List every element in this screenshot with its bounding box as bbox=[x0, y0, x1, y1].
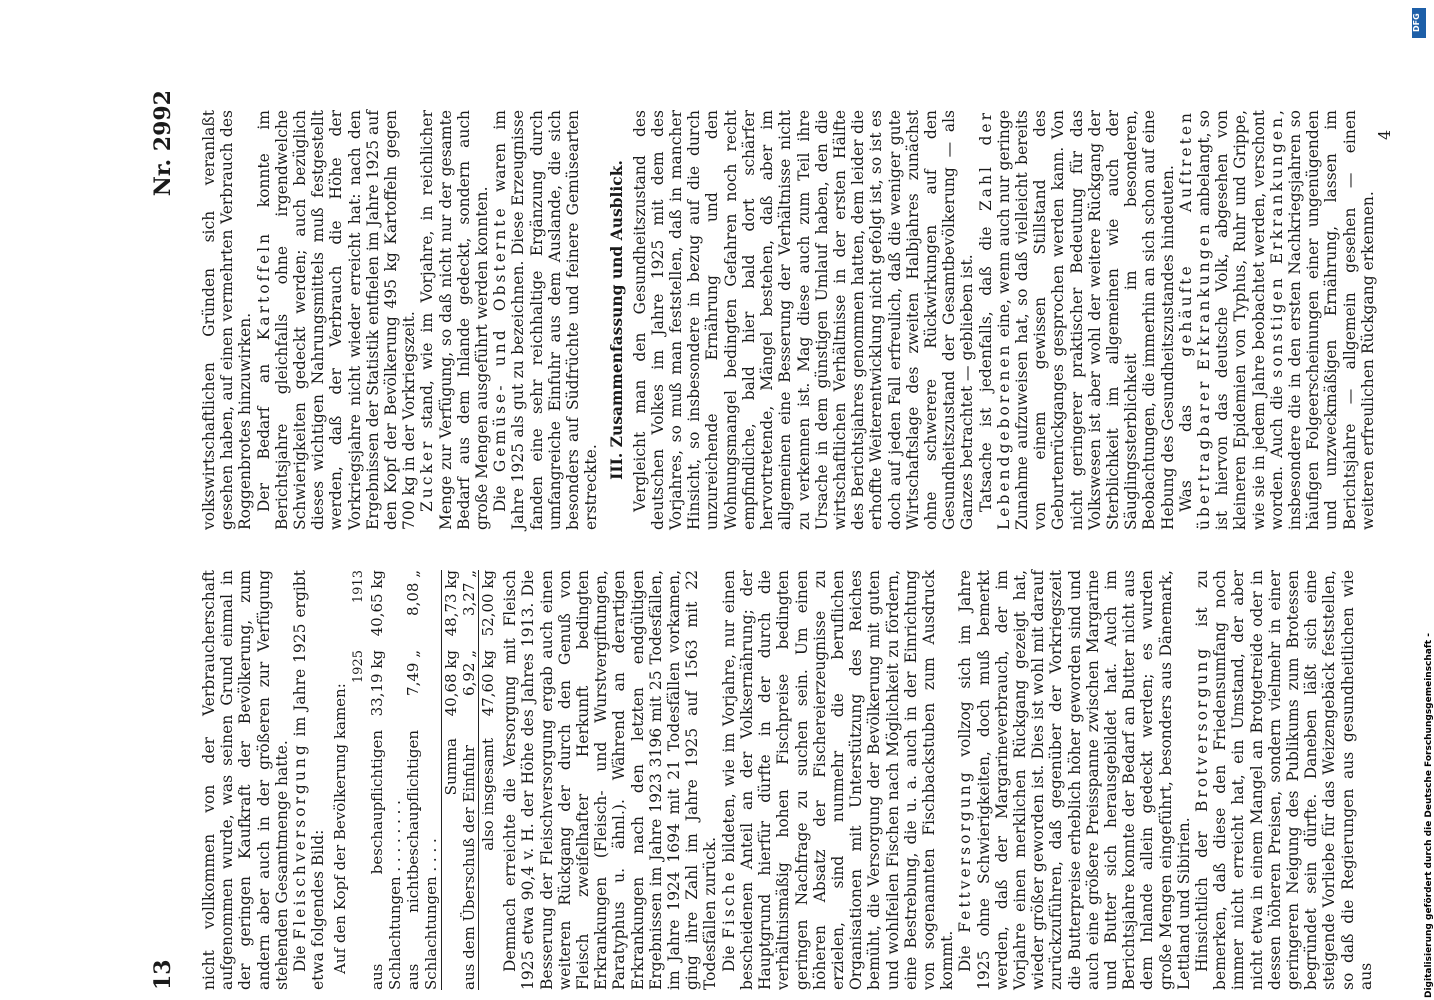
paragraph: nicht vollkommen von der Verbraucherschaft aufgenommen wurde, was seinen Grund einmal in der geringen Kaufkraft der Bevölkerung, zum andern aber auch in der größeren zur Verfügung stehenden Gesamtmenge hatte. bbox=[200, 570, 291, 990]
paragraph: Die Fische bildeten, wie im Vorjahre, nur einen bescheidenen Anteil an der Volksernährung; der Hauptgrund hierfür dürfte in der durch die verhältnismäßig hohen Fischpreise bedingten geringen Nachfrage zu suchen sein. Um einen höheren Absatz der Fischereierzeugnisse zu erzielen, sind nunmehr die beruflichen Organisationen mit Unterstützung des Reiches bemüht, die Versorgung der Bevölkerung mit guten und wohlfeilen Fischen nach Möglichkeit zu fördern, eine Bestrebung, die u. a. auch in der Einrichtung von sogenannten Fischbackstuben zum Ausdruck kommt. bbox=[719, 570, 957, 990]
table-row: aus nichtbeschaupflichtigen Schlachtungen . . . . 7,49 „ 8,08 „ bbox=[404, 570, 441, 990]
meat-supply-table bbox=[331, 570, 497, 990]
paragraph: Was das gehäufte Auftreten übertragbarer Erkrankungen anbelangt, so ist hiervon das deutsche Volk, abgesehen von kleineren Epidemien von Typhus, Ruhr und Grippe, wie sie in jedem Jahre beobachtet werden, verschont worden. Auch die sonstigen Erkrankungen, insbesondere die in den ersten Nachkriegsjahren so häufigen Folgeerscheinungen einer ungenügenden und unzweckmäßigen Ernährung, lassen im Berichtsjahre — allgemein gesehen — einen weiteren erfreulichen Rückgang erkennen. bbox=[1176, 110, 1377, 530]
paragraph: Die Gemüse- und Obsternte waren im Jahre 1925 als gut zu bezeichnen. Diese Erzeugnisse fanden eine sehr reichhaltige Ergänzung durch umfangreiche Einfuhr aus dem Auslande, die sich besonders auf Südfrüchte und feinere Gemüsearten erstreckte. bbox=[491, 110, 601, 530]
credit-text: Digitalisierung gefördert durch die Deutsche Forschungsgemeinschaft - bbox=[1424, 633, 1434, 998]
issue-number: Nr. 2992 bbox=[150, 90, 176, 197]
paragraph: volkswirtschaftlichen Gründen sich veranlaßt gesehen haben, auf einen vermehrten Verbrauch des Roggenbrotes hinzuwirken. bbox=[200, 110, 255, 530]
digitization-credit bbox=[1406, 8, 1434, 998]
paragraph: Der Bedarf an Kartoffeln konnte im Berichtsjahre gleichfalls ohne irgendwelche Schwierigkeiten gedeckt werden; auch bezüglich dieses wichtigen Nahrungsmittels muß festgestellt werden, daß der Verbrauch die Höhe der Vorkriegsjahre nicht wieder erreicht hat: nach den Ergebnissen der Statistik entfielen im Jahre 1925 auf den Kopf der Bevölkerung 495 kg Kartoffeln gegen 700 kg in der Vorkriegszeit. bbox=[254, 109, 419, 530]
left-column bbox=[200, 570, 1375, 990]
paragraph: Demnach erreichte die Versorgung mit Fleisch 1925 etwa 90,4 v. H. der Höhe des Jahres 1913. Die Besserung der Fleischversorgung ergab auch einen weiteren Rückgang der durch den Genuß von Fleisch zweifelhafter Herkunft bedingten Erkrankungen (Fleisch- und Wurstvergiftungen, Paratyphus u. ähnl.). Während an derartigen Erkrankungen nach den letzten endgültigen Ergebnissen im Jahre 1923 3196 mit 25 Todesfällen, im Jahre 1924 1694 mit 21 Todesfällen vorkamen, ging ihre Zahl im Jahre 1925 auf 1563 mit 22 Todesfällen zurück. bbox=[501, 570, 720, 990]
table-row: aus beschaupflichtigen Schlachtungen . . . . . . . . 33,19 kg 40,65 kg bbox=[367, 570, 405, 990]
document-page bbox=[150, 90, 1410, 990]
page-header bbox=[150, 90, 190, 990]
table-sum-row: Summa 40,68 kg 48,73 kg bbox=[441, 570, 460, 990]
section-heading: III. Zusammenfassung und Ausblick. bbox=[607, 160, 627, 480]
footer-number: 4 bbox=[1375, 129, 1394, 140]
table-total-row: also insgesamt 47,60 kg 52,00 kg bbox=[478, 570, 497, 990]
paragraph: Die Fettversorgung vollzog sich im Jahre 1925 ohne Schwierigkeiten, doch muß bemerkt werden, daß der Margarineverbrauch, der im Vorjahre einen merklichen Rückgang gezeigt hat, wieder größer geworden ist. Dies ist wohl mit darauf zurückzuführen, daß gegenüber der Vorkriegszeit die Butterpreise erheblich höher geworden sind und auch eine größere Preisspanne zwischen Margarine und Butter sich herausgebildet hat. Auch im Berichtsjahre konnte der Bedarf an Butter nicht aus dem Inlande allein gedeckt werden; es wurden große Mengen eingeführt, besonders aus Dänemark, Lettland und Sibirien. bbox=[956, 570, 1193, 990]
table-row: aus dem Überschuß der Einfuhr 6,92 „ 3,27 „ bbox=[459, 570, 478, 990]
right-column bbox=[200, 110, 1377, 530]
table-header: 1925 1913 bbox=[350, 570, 366, 684]
paragraph: Hinsichtlich der Brotversorgung ist zu bemerken, daß diese den Friedensumfang noch immer nicht erreicht hat, ein Umstand, der aber nicht etwa in einem Mangel an Brotgetreide oder in dessen höheren Preisen, sondern vielmehr in einer geringeren Neigung des Publikums zum Brotessen begründet sein dürfte. Daneben läßt sich eine steigende Vorliebe für das Weizengebäck feststellen, so daß die Regierungen aus gesundheitlichen wie aus bbox=[1192, 570, 1375, 990]
page-content bbox=[150, 90, 1410, 990]
paragraph: Zucker stand, wie im Vorjahre, in reichlicher Menge zur Verfügung, so daß nicht nur der gesamte Bedarf aus dem Inlande gedeckt, sondern auch große Mengen ausgeführt werden konnten. bbox=[418, 110, 492, 530]
paragraph: Tatsache ist jedenfalls, daß die Zahl der Lebendgeborenen eine, wenn auch nur geringe Zunahme aufzuweisen hat, so daß vielleicht bereits von einem gewissen Stillstand des Geburtenrückganges gesprochen werden kann. Von nicht geringerer praktischer Bedeutung für das Volkswesen ist aber wohl der weitere Rückgang der Sterblichkeit im allgemeinen wie auch der Säuglingssterblichkeit im besonderen, Beobachtungen, die immerhin an sich schon auf eine Hebung des Gesundheitszustandes hindeuten. bbox=[976, 110, 1177, 530]
paragraph: Vergleicht man den Gesundheitszustand des deutschen Volkes im Jahre 1925 mit dem des Vorjahres, so muß man feststellen, daß in mancher Hinsicht, so insbesondere in bezug auf die durch unzureichende Ernährung und den Wohnungsmangel bedingten Gefahren noch recht empfindliche, bald hier bald dort schärfer hervortretende, Mängel bestehen, daß aber im allgemeinen eine Besserung der Verhältnisse nicht zu verkennen ist. Mag diese auch zum Teil ihre Ursache in dem günstigen Umlauf haben, den die wirtschaftlichen Verhältnisse in der ersten Hälfte des Berichtsjahres genommen hatten, dem leider die erhoffte Weiterentwicklung nicht gefolgt ist, so ist es doch auf jeden Fall erfreulich, daß die weniger gute Wirtschaftslage des zweiten Halbjahres zunächst ohne schwerere Rückwirkungen auf den Gesundheitszustand der Gesamtbevölkerung — als Ganzes betrachtet — geblieben ist. bbox=[630, 110, 977, 530]
table-intro: Auf den Kopf der Bevölkerung kamen: bbox=[331, 683, 350, 974]
paragraph: Die Fleischversorgung im Jahre 1925 ergibt etwa folgendes Bild: bbox=[291, 570, 328, 990]
dfg-logo-icon: DFG bbox=[1412, 8, 1426, 38]
page-number: 13 bbox=[150, 959, 176, 990]
